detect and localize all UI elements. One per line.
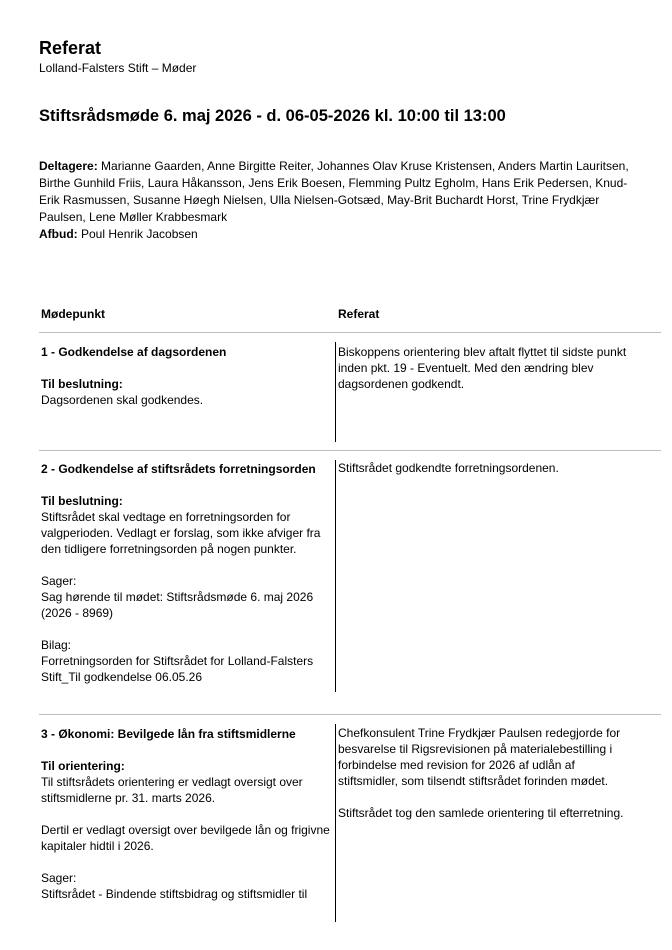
minutes-item-1	[338, 344, 638, 392]
agenda-item-cases: Sag hørende til mødet: Stiftsrådsmøde 6. maj 2026 (2026 - 8969)	[41, 590, 314, 620]
agenda-item-description: Dagsordenen skal godkendes.	[41, 393, 204, 407]
column-divider	[335, 724, 336, 922]
document-subtitle: Lolland-Falsters Stift – Møder	[39, 61, 197, 75]
agenda-item-cases: Stiftsrådet - Bindende stiftsbidrag og stiftsmidler til	[41, 887, 308, 901]
minutes-text: Chefkonsulent Trine Frydkjær Paulsen redegjorde for besvarelse til Rigsrevisionen på materialebestilling i forbindelse med revision for 2026 af udlån af stiftsmidler, som tilsendt stiftsrådet forinden mødet.	[338, 726, 621, 788]
agenda-item-cases-label: Sager:	[41, 871, 77, 885]
meeting-title: Stiftsrådsmøde 6. maj 2026 - d. 06-05-2026 kl. 10:00 til 13:00	[39, 107, 506, 125]
agenda-item-attachments-label: Bilag:	[41, 638, 72, 652]
minutes-text: Stiftsrådet godkendte forretningsordenen.	[338, 461, 559, 475]
minutes-text-2: Stiftsrådet tog den samlede orientering til efterretning.	[338, 806, 624, 820]
column-header-minutes: Referat	[338, 307, 380, 321]
agenda-item-description: Til stiftsrådets orientering er vedlagt oversigt over stiftsmidlerne pr. 31. marts 2026.	[41, 775, 303, 805]
agenda-item-type: Til beslutning:	[41, 494, 123, 508]
agenda-item-heading: 1 - Godkendelse af dagsordenen	[41, 345, 227, 359]
agenda-item-heading: 3 - Økonomi: Bevilgede lån fra stiftsmidlerne	[41, 727, 296, 741]
column-header-agenda: Mødepunkt	[41, 307, 105, 321]
agenda-item-3	[41, 726, 331, 902]
minutes-text: Biskoppens orientering blev aftalt flyttet til sidste punkt inden pkt. 19 - Eventuelt. Med den ændring blev dagsordenen godkendt.	[338, 345, 627, 391]
document-title: Referat	[39, 38, 102, 58]
attendees-names: Marianne Gaarden, Anne Birgitte Reiter, Johannes Olav Kruse Kristensen, Anders Martin Lauritsen, Birthe Gunhild Friis, Laura Håkansson, Jens Erik Boesen, Flemming Pultz Egholm, Hans Erik Pedersen, Knud-Erik Rasmussen, Susanne Høegh Nielsen, Ulla Nielsen-Gotsæd, May-Brit Buchardt Horst, Trine Frydkjær Paulsen, Lene Møller Krabbesmark	[39, 159, 629, 224]
minutes-item-3	[338, 725, 638, 821]
agenda-item-1	[41, 344, 331, 408]
agenda-item-type: Til orientering:	[41, 759, 125, 773]
agenda-item-cases-label: Sager:	[41, 574, 77, 588]
agenda-item-description-2: Dertil er vedlagt oversigt over bevilgede lån og frigivne kapitaler hidtil i 2026.	[41, 823, 330, 853]
table-divider	[39, 332, 661, 333]
absent-label: Afbud:	[39, 227, 78, 241]
agenda-item-2	[41, 461, 331, 685]
agenda-item-description: Stiftsrådet skal vedtage en forretningsorden for valgperioden. Vedlagt er forslag, som ikke afviger fra den tidligere forretningsorden på nogen punkter.	[41, 510, 321, 556]
column-divider	[335, 342, 336, 442]
column-divider	[335, 460, 336, 692]
table-divider	[39, 714, 661, 715]
table-divider	[39, 450, 661, 451]
attendees-section	[39, 158, 639, 243]
agenda-item-heading: 2 - Godkendelse af stiftsrådets forretningsorden	[41, 462, 316, 476]
agenda-item-attachments: Forretningsorden for Stiftsrådet for Lolland-Falsters Stift_Til godkendelse 06.05.26	[41, 654, 314, 684]
minutes-item-2	[338, 460, 638, 476]
attendees-label: Deltagere:	[39, 159, 98, 173]
absent-names: Poul Henrik Jacobsen	[81, 227, 198, 241]
agenda-item-type: Til beslutning:	[41, 377, 123, 391]
